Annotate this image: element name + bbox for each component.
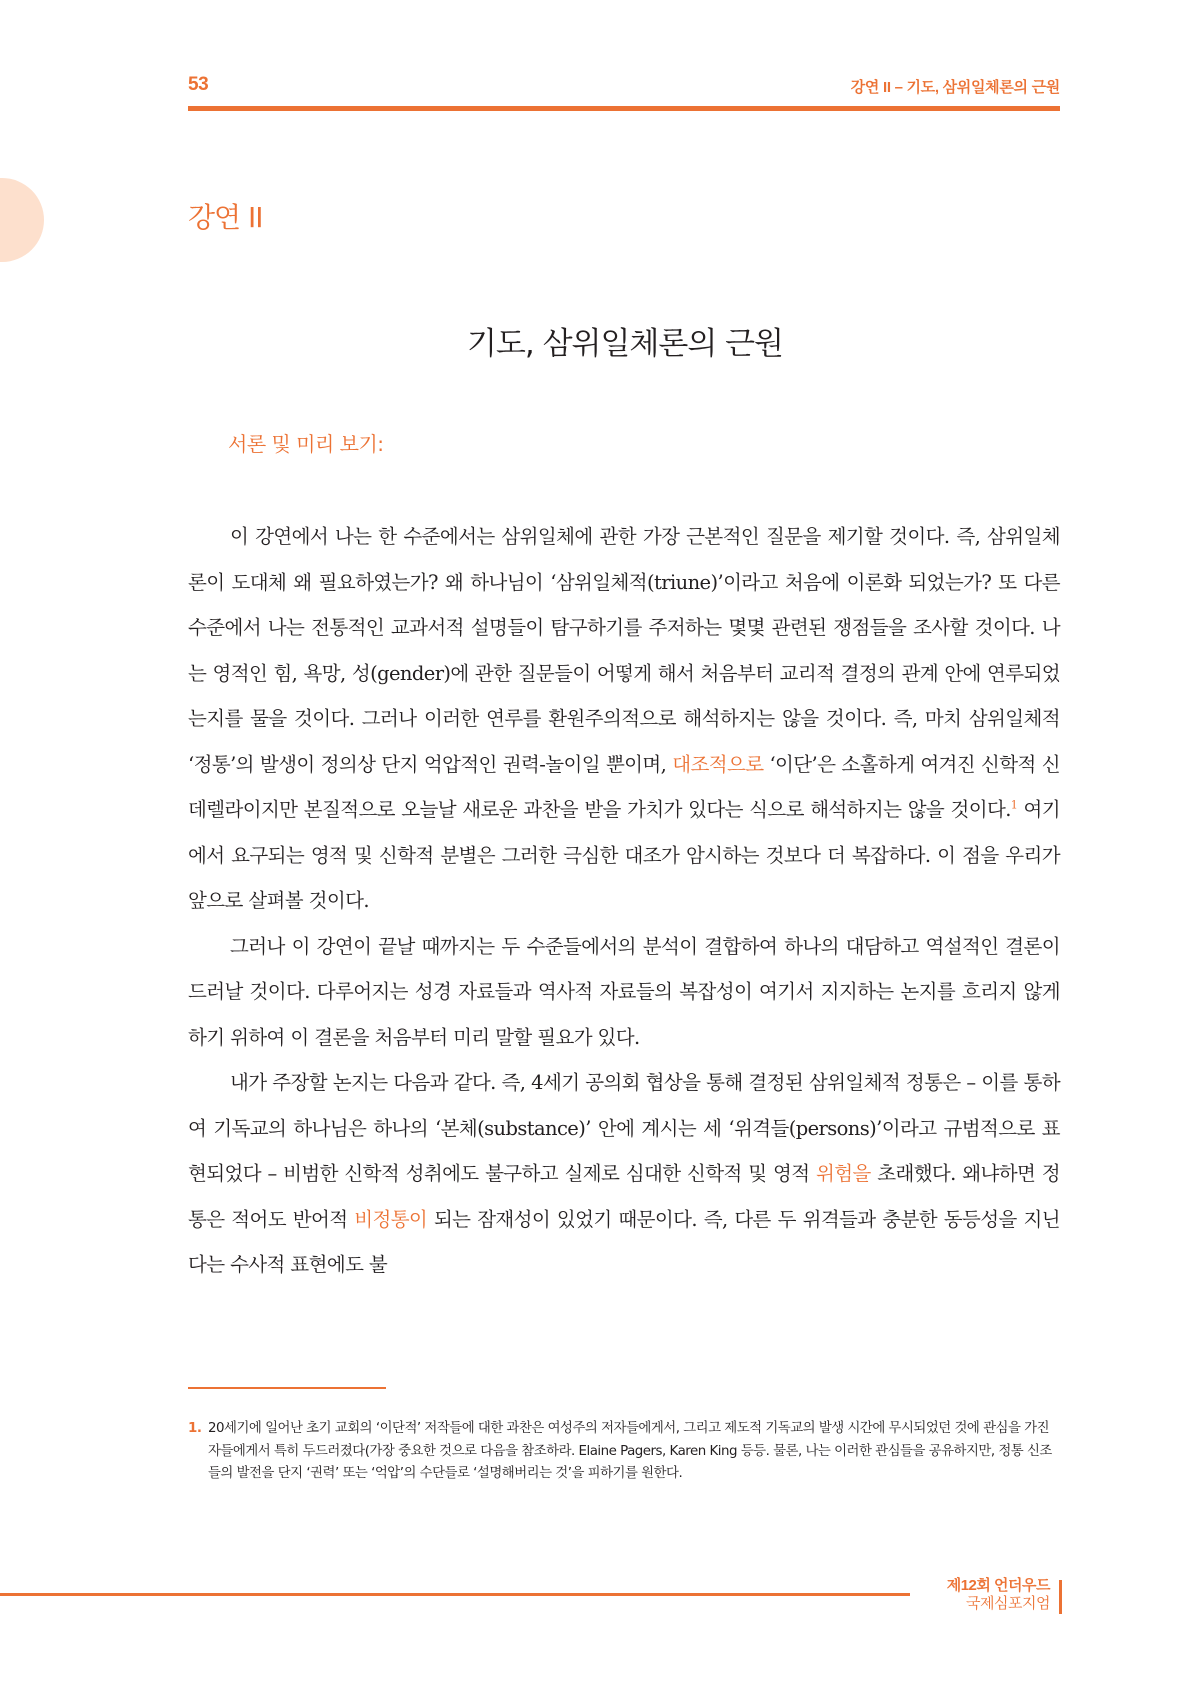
footnote-rule (188, 1387, 386, 1389)
paragraph-1 (188, 514, 1060, 924)
footer-brand-line1: 제12회 언더우드 (946, 1577, 1050, 1594)
text-run: 그러나 이 강연이 끝날 때까지는 두 수준들에서의 분석이 결합하여 하나의 대담하고 역설적인 결론이 드러날 것이다. 다루어지는 성경 자료들과 역사적 자료들의 복잡성이 여기서 지지하는 논지를 흐리지 않게 하기 위하여 이 결론을 처음부터 미리 말할 필요가 있다. (188, 934, 1060, 1049)
text-run: 여기에서 요구되는 영적 및 신학적 분별은 그러한 극심한 대조가 암시하는 것보다 더 복잡하다. 이 점을 우리가 앞으로 살펴볼 것이다. (188, 798, 1060, 912)
paragraph-3 (188, 1060, 1060, 1288)
footer-brand-line2: 국제심포지엄 (966, 1595, 1050, 1612)
highlight-term: 위험을 (815, 1162, 871, 1185)
side-circle-decoration (0, 178, 44, 262)
footnote-number: 1. (188, 1421, 202, 1436)
text-run: 내가 주장할 논지는 다음과 같다. 즉, 4세기 공의회 협상을 통해 결정된 삼위일체적 정통은 – 이를 통하여 기독교의 하나님은 하나의 ‘본체(substance)’ 안에 계시는 세 ‘위격들(persons)’이라고 규범적으로 표현되었다 – 비범한 신학적 성취에도 불구하고 실제로 심대한 신학적 및 영적 (188, 1071, 1060, 1185)
page-title: 기도, 삼위일체론의 근원 (466, 326, 784, 362)
running-head: 강연 II – 기도, 삼위일체론의 근원 (850, 79, 1060, 96)
footnote-ref[interactable]: 1 (1010, 798, 1018, 812)
footer-rule (0, 1593, 910, 1596)
body-text (188, 514, 1060, 1288)
text-run: 초래했다. 왜냐하면 정통은 적어도 반어적 (188, 1162, 1060, 1231)
footer-brand (947, 1577, 1050, 1613)
footnote-text: 20세기에 일어난 초기 교회의 ‘이단적’ 저작들에 대한 과찬은 여성주의 저자들에게서, 그리고 제도적 기독교의 발생 시간에 무시되었던 것에 관심을 가진 자들에게서 특히 두드러졌다(가장 중요한 것으로 다음을 참조하라. Elaine Pagers, Karen King 등등. 물론, 나는 이러한 관심들을 공유하지만, 정통 신조들의 발전을 단지 ‘권력’ 또는 ‘억압’의 수단들로 ‘설명해버리는 것’을 피하기를 원한다. (208, 1421, 1052, 1481)
footnote (188, 1418, 1060, 1486)
footer-bar (1059, 1580, 1062, 1614)
paragraph-2 (188, 924, 1060, 1061)
text-run: 되는 잠재성이 있었기 때문이다. 즉, 다른 두 위격들과 충분한 동등성을 지닌다는 수사적 표현에도 불 (188, 1207, 1060, 1276)
highlight-term: 비정통이 (354, 1207, 428, 1231)
text-run: ‘이단’은 소홀하게 여겨진 신학적 신데렐라이지만 본질적으로 오늘날 새로운 과찬을 받을 가치가 있다는 식으로 해석하지는 않을 것이다. (188, 752, 1060, 821)
header-rule (188, 106, 1060, 111)
lecture-label: 강연 II (188, 201, 263, 234)
page-number: 53 (188, 74, 209, 95)
highlight-term: 대조적으로 (672, 752, 764, 776)
section-heading: 서론 및 미리 보기: (228, 432, 384, 456)
text-run: 이 강연에서 나는 한 수준에서는 삼위일체에 관한 가장 근본적인 질문을 제기할 것이다. 즉, 삼위일체론이 도대체 왜 필요하였는가? 왜 하나님이 ‘삼위일체적(triune)’이라고 처음에 이론화 되었는가? 또 다른 수준에서 나는 전통적인 교과서적 설명들이 탐구하기를 주저하는 몇몇 관련된 쟁점들을 조사할 것이다. 나는 영적인 힘, 욕망, 성(gender)에 관한 질문들이 어떻게 해서 처음부터 교리적 결정의 관계 안에 연루되었는지를 물을 것이다. 그러나 이러한 연루를 환원주의적으로 해석하지는 않을 것이다. 즉, 마치 삼위일체적 ‘정통’의 발생이 정의상 단지 억압적인 권력-놀이일 뿐이며, (188, 525, 1060, 776)
